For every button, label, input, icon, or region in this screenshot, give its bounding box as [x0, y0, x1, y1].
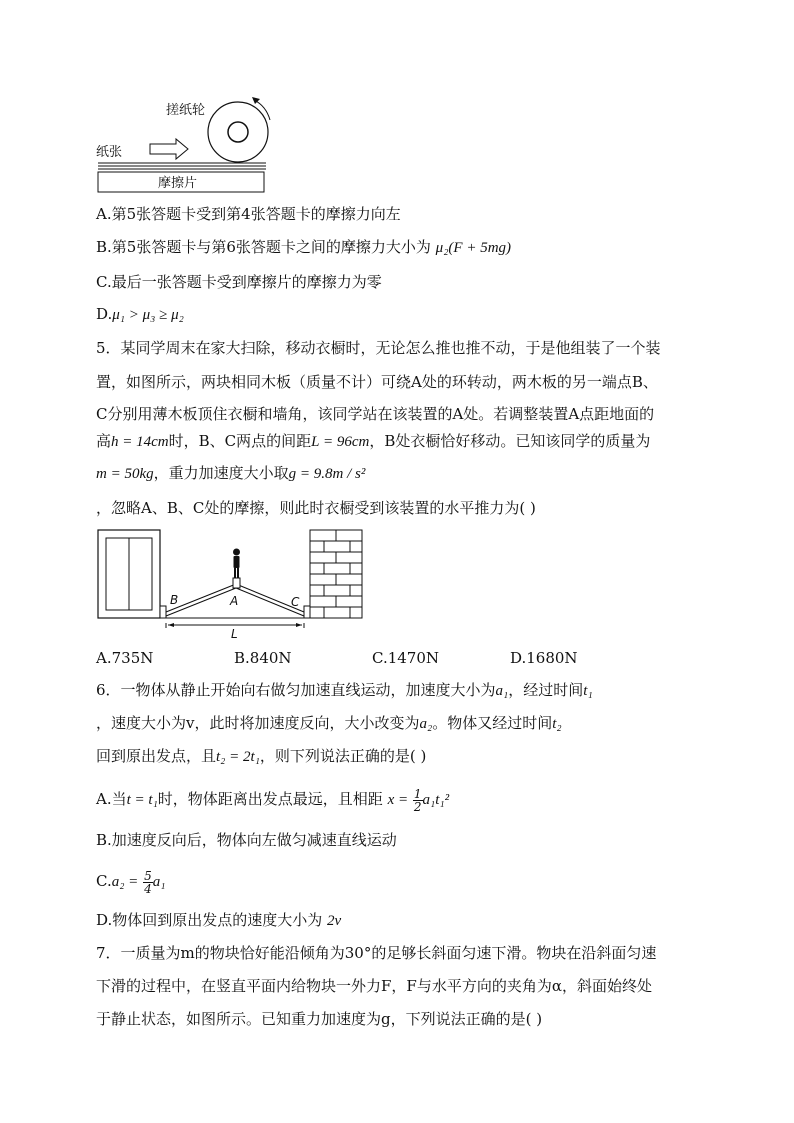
q5-option-d: D.1680N	[510, 649, 578, 667]
q5-line-2: 置，如图所示，两块相同木板（质量不计）可绕A处的环转动，两木板的另一端点B、	[96, 373, 658, 391]
q5-option-b: B.840N	[234, 649, 292, 667]
q5-line-4: 高h = 14cm时，B、C两点的间距L = 96cm，B处衣橱恰好移动。已知该同学的质量为	[96, 432, 651, 450]
q4-option-d: D.μ₁ > μ₃ ≥ μ₂	[96, 305, 184, 323]
q5-line-3: C分别用薄木板顶住衣橱和墙角，该同学站在该装置的A处。若调整装置A点距地面的	[96, 405, 655, 423]
ring-a	[233, 578, 240, 588]
label-b: B	[170, 593, 179, 607]
wheel-hub	[228, 122, 248, 142]
q5-option-a: A.735N	[96, 649, 154, 667]
q4-b-formula: μ₂(F + 5mg)	[435, 240, 512, 256]
q4-d-formula: μ₁ > μ₃ ≥ μ₂	[112, 307, 184, 323]
q5-line-5: m = 50kg，重力加速度大小取g = 9.8m / s²	[96, 464, 366, 482]
q6-option-d: D.物体回到原出发点的速度大小为 2v	[96, 911, 342, 929]
q5-line-1: 5．某同学周末在家大扫除，移动衣橱时，无论怎么推也推不动，于是他组装了一个装	[96, 339, 661, 357]
label-c: C	[291, 595, 300, 609]
q6-line-3: 回到原出发点，且t₂ = 2t₁，则下列说法正确的是( )	[96, 747, 427, 765]
block-c	[304, 606, 310, 618]
label-l: L	[231, 627, 238, 641]
paper-label: 纸张	[96, 145, 123, 160]
paper-feed-figure	[94, 92, 274, 196]
person-icon	[233, 549, 240, 579]
q6-line-1: 6．一物体从静止开始向右做匀加速直线运动，加速度大小为a₁，经过时间t₁	[96, 681, 593, 699]
brick-wall	[310, 530, 362, 618]
paper-direction-arrow-icon	[150, 139, 188, 159]
pad-label: 摩擦片	[158, 176, 198, 191]
q4-option-c: C.最后一张答题卡受到摩擦片的摩擦力为零	[96, 273, 382, 291]
q6-option-a: A.当t = t₁时，物体距离出发点最远，且相距 x = $\frac{1}{2}$ a₁t₁²	[96, 786, 450, 814]
q5-line-6: ，忽略A、B、C处的摩擦，则此时衣橱受到该装置的水平推力为( )	[96, 499, 536, 517]
q6-option-c: C.a₂ = $\frac{5}{4}$ a₁	[96, 868, 166, 896]
wheel-label: 搓纸轮	[166, 103, 206, 118]
wardrobe-figure	[96, 528, 368, 644]
q4-option-a: A.第5张答题卡受到第4张答题卡的摩擦力向左	[96, 205, 401, 223]
q7-line-2: 下滑的过程中，在竖直平面内给物块一外力F，F与水平方向的夹角为α，斜面始终处	[96, 977, 652, 995]
q5-option-c: C.1470N	[372, 649, 440, 667]
q6-option-b: B.加速度反向后，物体向左做匀减速直线运动	[96, 831, 397, 849]
q7-line-3: 于静止状态，如图所示。已知重力加速度为g，下列说法正确的是( )	[96, 1010, 543, 1028]
q4-option-b: B.第5张答题卡与第6张答题卡之间的摩擦力大小为 μ₂(F + 5mg)	[96, 238, 512, 256]
q7-line-1: 7．一质量为m的物块恰好能沿倾角为30°的足够长斜面匀速下滑。物块在沿斜面匀速	[96, 944, 657, 962]
q6-line-2: ，速度大小为v，此时将加速度反向，大小改变为a₂。物体又经过时间t₂	[96, 714, 562, 732]
block-b	[160, 606, 166, 618]
label-a: A	[230, 594, 239, 608]
